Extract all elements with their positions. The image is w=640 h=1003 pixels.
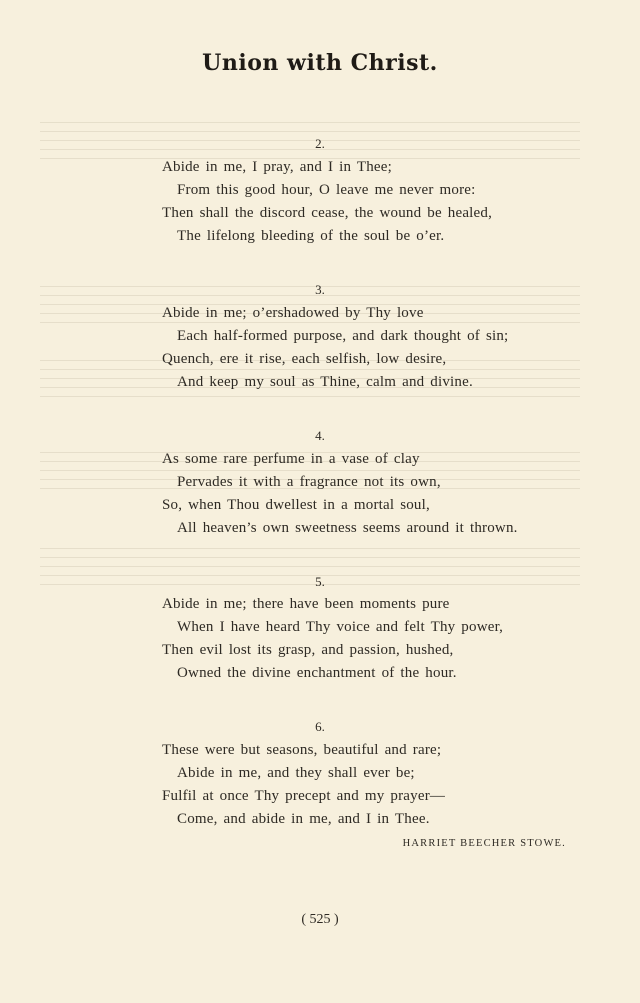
verse-line: Abide in me; there have been moments pure xyxy=(162,596,450,612)
stanza-number: 4. xyxy=(315,428,325,443)
verse-line: Owned the divine enchantment of the hour. xyxy=(177,665,457,681)
verse-line: And keep my soul as Thine, calm and divine. xyxy=(177,374,473,390)
author-attribution: HARRIET BEECHER STOWE. xyxy=(402,838,566,849)
page-number: ( 525 ) xyxy=(301,912,339,927)
verse-line: Abide in me, and they shall ever be; xyxy=(177,765,415,781)
verse-line: From this good hour, O leave me never more: xyxy=(177,182,476,198)
verse-line: Abide in me; o’ershadowed by Thy love xyxy=(162,305,424,321)
stanza-number: 6. xyxy=(315,719,325,734)
verse-line: The lifelong bleeding of the soul be o’er. xyxy=(177,228,445,244)
verse-line: Then evil lost its grasp, and passion, hushed, xyxy=(162,642,454,658)
stanza-number: 5. xyxy=(315,574,325,589)
page-title: Union with Christ. xyxy=(202,50,438,76)
verse-line: Pervades it with a fragrance not its own, xyxy=(177,474,441,490)
stanza-number: 2. xyxy=(315,136,325,151)
verse-line: As some rare perfume in a vase of clay xyxy=(162,451,420,467)
verse-line: Then shall the discord cease, the wound be healed, xyxy=(162,205,493,221)
verse-line: Each half-formed purpose, and dark thought of sin; xyxy=(177,328,509,344)
verse-line: Abide in me, I pray, and I in Thee; xyxy=(162,159,393,175)
verse-line: Fulfil at once Thy precept and my prayer— xyxy=(162,788,446,804)
verse-line: Come, and abide in me, and I in Thee. xyxy=(177,811,430,827)
verse-line: When I have heard Thy voice and felt Thy power, xyxy=(177,619,504,635)
stanza-number: 3. xyxy=(315,282,325,297)
verse-line: Quench, ere it rise, each selfish, low desire, xyxy=(162,351,447,367)
verse-line: These were but seasons, beautiful and rare; xyxy=(162,742,442,758)
verse-line: So, when Thou dwellest in a mortal soul, xyxy=(162,497,430,513)
verse-line: All heaven’s own sweetness seems around it thrown. xyxy=(177,520,518,536)
